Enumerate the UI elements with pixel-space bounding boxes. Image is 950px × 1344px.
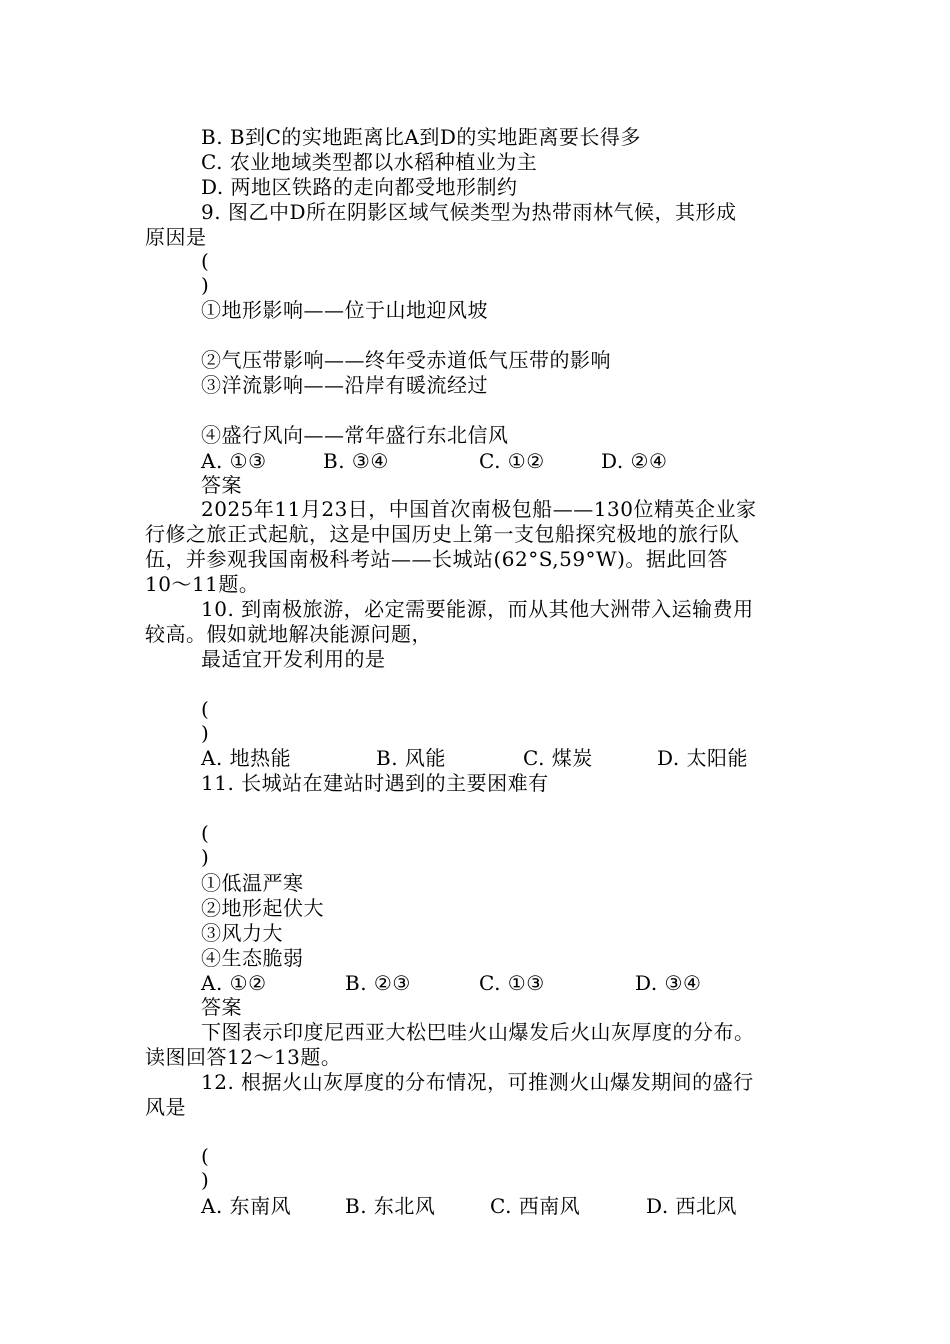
- passage2-line-2: 读图回答12～13题。: [145, 1045, 342, 1069]
- q9-item-3: ③洋流影响——沿岸有暖流经过: [201, 373, 488, 397]
- q10-paren-close: ): [201, 721, 210, 745]
- q10-stem-line-1: 10. 到南极旅游，必定需要能源，而从其他大洲带入运输费用: [201, 597, 754, 621]
- q9-paren-close: ): [201, 273, 210, 297]
- q9-option-c: C. ①②: [479, 449, 545, 473]
- q8-option-b: B. B到C的实地距离比A到D的实地距离要长得多: [201, 125, 641, 149]
- passage1-line-3: 伍，并参观我国南极科考站——长城站(62°S,59°W)。据此回答: [145, 547, 728, 571]
- q9-option-d: D. ②④: [601, 449, 668, 473]
- q10-stem-line-2: 较高。假如就地解决能源问题，: [145, 622, 432, 646]
- q12-stem-line-1: 12. 根据火山灰厚度的分布情况，可推测火山爆发期间的盛行: [201, 1070, 754, 1094]
- q9-item-4: ④盛行风向——常年盛行东北信风: [201, 423, 509, 447]
- q12-option-a: A. 东南风: [201, 1194, 292, 1218]
- q8-option-c: C. 农业地域类型都以水稻种植业为主: [201, 150, 538, 174]
- q12-stem-line-2: 风是: [145, 1095, 186, 1119]
- q9-paren-open: (: [201, 249, 210, 273]
- passage1-line-4: 10～11题。: [145, 572, 260, 596]
- q9-stem-line-1: 9. 图乙中D所在阴影区域气候类型为热带雨林气候，其形成: [201, 200, 737, 224]
- q12-paren-open: (: [201, 1144, 210, 1168]
- q11-paren-open: (: [201, 821, 210, 845]
- q9-item-1: ①地形影响——位于山地迎风坡: [201, 298, 488, 322]
- q11-item-3: ③风力大: [201, 921, 283, 945]
- passage2-line-1: 下图表示印度尼西亚大松巴哇火山爆发后火山灰厚度的分布。: [201, 1020, 755, 1044]
- q10-option-a: A. 地热能: [201, 746, 292, 770]
- q11-option-b: B. ②③: [345, 971, 411, 995]
- q11-option-a: A. ①②: [201, 971, 267, 995]
- q9-stem-line-2: 原因是: [145, 225, 207, 249]
- q9-option-b: B. ③④: [323, 449, 389, 473]
- q11-stem: 11. 长城站在建站时遇到的主要困难有: [201, 771, 549, 795]
- q12-paren-close: ): [201, 1168, 210, 1192]
- q11-option-d: D. ③④: [635, 971, 702, 995]
- q12-option-b: B. 东北风: [345, 1194, 436, 1218]
- q11-item-2: ②地形起伏大: [201, 896, 324, 920]
- q10-paren-open: (: [201, 697, 210, 721]
- q10-stem-line-3: 最适宜开发利用的是: [201, 647, 386, 671]
- q8-option-d: D. 两地区铁路的走向都受地形制约: [201, 175, 518, 199]
- q9-answer-label: 答案: [201, 473, 242, 497]
- q12-option-d: D. 西北风: [646, 1194, 738, 1218]
- q11-answer-label: 答案: [201, 995, 242, 1019]
- q10-option-c: C. 煤炭: [523, 746, 593, 770]
- q9-item-2: ②气压带影响——终年受赤道低气压带的影响: [201, 348, 611, 372]
- q10-option-d: D. 太阳能: [657, 746, 749, 770]
- passage1-line-1: 2025年11月23日，中国首次南极包船——130位精英企业家: [201, 497, 757, 521]
- q11-item-4: ④生态脆弱: [201, 946, 304, 970]
- q10-option-b: B. 风能: [376, 746, 446, 770]
- q9-option-a: A. ①③: [201, 449, 267, 473]
- q11-paren-close: ): [201, 845, 210, 869]
- passage1-line-2: 行修之旅正式起航，这是中国历史上第一支包船探究极地的旅行队: [145, 522, 740, 546]
- q12-option-c: C. 西南风: [490, 1194, 581, 1218]
- q11-option-c: C. ①③: [479, 971, 545, 995]
- q11-item-1: ①低温严寒: [201, 871, 304, 895]
